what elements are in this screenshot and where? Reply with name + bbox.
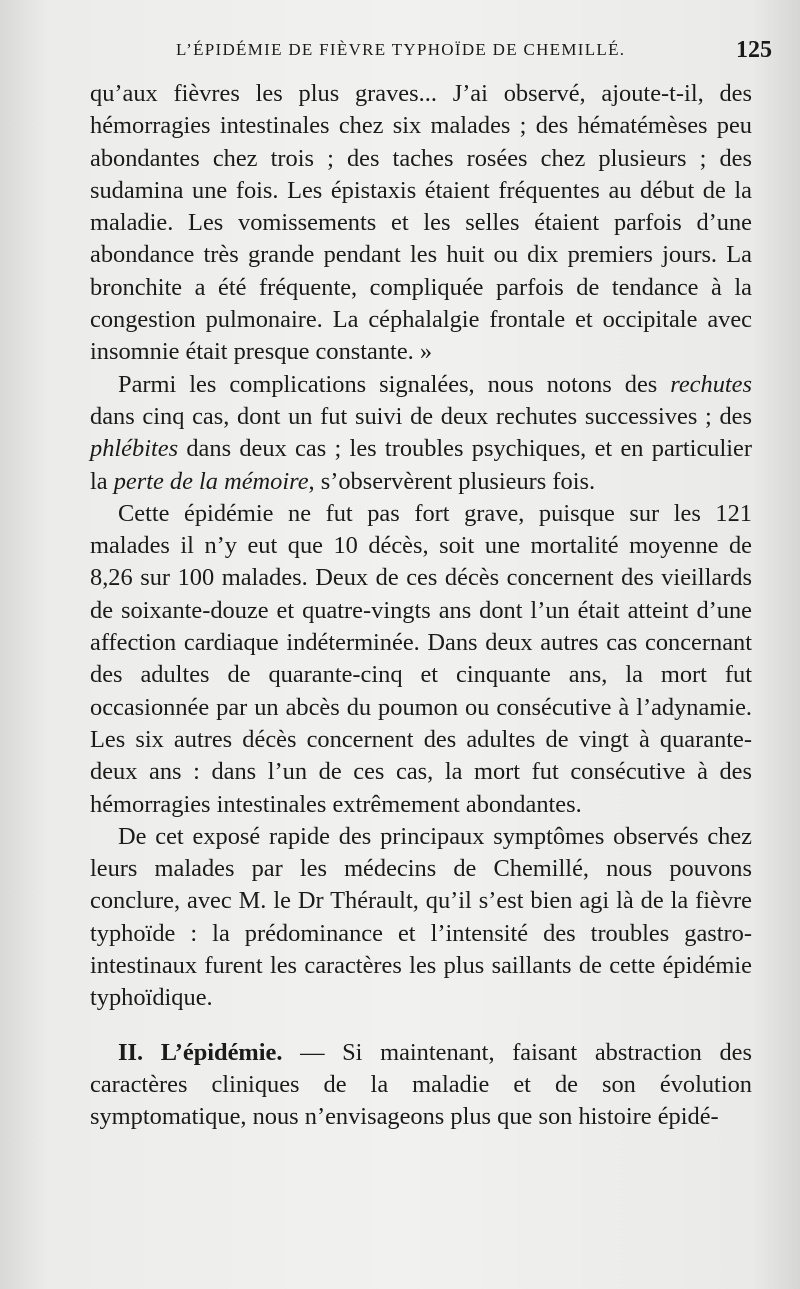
- paragraph-2-text-e: dans deux cas ; les troubles psychiques, et en particulier la: [90, 435, 752, 495]
- paragraph-1: qu’aux fièvres les plus graves... J’ai observé, ajoute-t-il, des hémorragies intestinales chez six malades ; des hématémèses peu abondantes chez trois ; des taches rosées chez plusieurs ; des sudamina une fois. Les épistaxis étaient fréquentes au début de la maladie. Les vomissements et les selles étaient parfois d’une abondance très grande pendant les huit ou dix premiers jours. La bronchite a été fréquente, compliquée parfois de tendance à la congestion pulmonaire. La céphalalgie frontale et occipitale avec insomnie était presque constante. »: [90, 80, 752, 366]
- paragraph-5-text: — Si maintenant, faisant abstraction des caractères cliniques de la maladie et de son évolution symptomatique, nous n’envisageons plus que son histoire épidé-: [90, 1038, 752, 1131]
- running-title: L’ÉPIDÉMIE DE FIÈVRE TYPHOÏDE DE CHEMILLÉ.: [176, 40, 626, 59]
- body-text: [90, 78, 752, 1134]
- term-perte-memoire: perte de la mémoire: [113, 467, 309, 495]
- term-rechutes: rechutes: [670, 370, 752, 398]
- term-phlebites: phlébites: [90, 435, 179, 463]
- paragraph-2-text-c: dans cinq cas, dont un fut suivi de deux rechutes successives ; des: [90, 402, 752, 430]
- paragraph-3: Cette épidémie ne fut pas fort grave, puisque sur les 121 malades il n’y eut que 10 décès, soit une mortalité moyenne de 8,26 sur 100 malades. Deux de ces décès concernent des vieillards de soixante-douze et quatre-vingts ans dont l’un était atteint d’une affection cardiaque indéterminée. Dans deux autres cas concernant des adultes de quarante-cinq et cinquante ans, la mort fut occasionnée par un abcès du poumon ou consécutive à l’adynamie. Les six autres décès concernent des adultes de vingt à quarante-deux ans : dans l’un de ces cas, la mort fut consécutive à des hémorragies intestinales extrêmement abondantes.: [90, 499, 752, 818]
- page-number: 125: [736, 36, 772, 63]
- paragraph-2: [90, 369, 752, 498]
- paragraph-5: [90, 1037, 752, 1134]
- section-heading: II. L’épidémie.: [118, 1038, 283, 1066]
- paragraph-2-text-a: Parmi les complications signalées, nous notons des: [118, 370, 671, 398]
- paragraph-2-text-g: , s’observèrent plusieurs fois.: [308, 467, 596, 495]
- paragraph-4: De cet exposé rapide des principaux symptômes observés chez leurs malades par les médecins de Chemillé, nous pouvons conclure, avec M. le Dr Thérault, qu’il s’est bien agi là de la fièvre typhoïde : la prédominance et l’intensité des troubles gastro-intestinaux furent les caractères les plus saillants de cette épidémie typhoïdique.: [90, 822, 752, 1012]
- running-header: [176, 32, 772, 68]
